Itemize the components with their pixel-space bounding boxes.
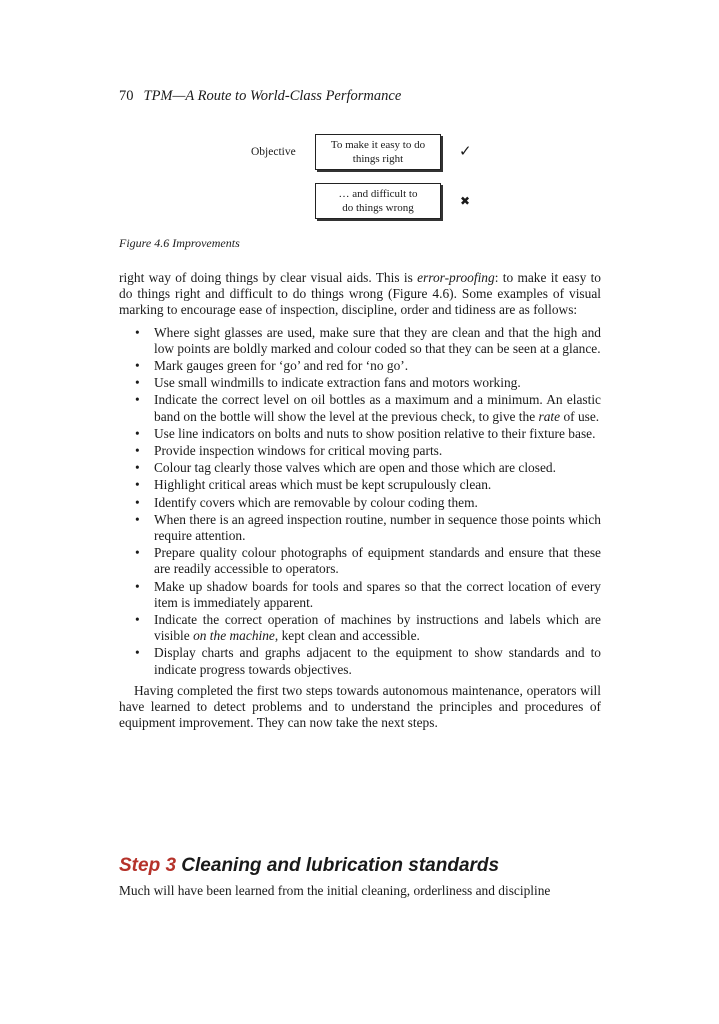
- list-item: [154, 392, 601, 424]
- box-easy-right: To make it easy to do things right: [315, 134, 441, 170]
- list-item: • Make up shadow boards for tools and spares so that the correct location of every item is immediately apparent.: [154, 579, 601, 611]
- figure-4-6: [0, 0, 719, 260]
- list-item: • Highlight critical areas which must be kept scrupulously clean.: [154, 477, 601, 493]
- box-difficult-wrong: … and difficult to do things wrong: [315, 183, 441, 219]
- intro-text-2: : to make it easy to do things right and difficult to do things wrong (Figure 4.6). Some examples of visual marking to encourage ease of inspection, discipline, order and tidiness are as follows:: [119, 270, 601, 318]
- objective-label: Objective: [251, 146, 296, 158]
- intro-emphasis: error-proofing: [417, 270, 495, 285]
- list-item: • When there is an agreed inspection routine, number in sequence those points which require attention.: [154, 512, 601, 544]
- list-item: • Provide inspection windows for critical moving parts.: [154, 443, 601, 459]
- list-item-text: , kept clean and accessible.: [274, 628, 420, 644]
- intro-paragraph: [119, 270, 601, 319]
- intro-text-1: right way of doing things by clear visual aids. This is: [119, 270, 418, 285]
- list-item: • Use line indicators on bolts and nuts to show position relative to their fixture base.: [154, 426, 601, 442]
- visual-marking-list: [119, 325, 601, 678]
- list-item: • Display charts and graphs adjacent to the equipment to show standards and to indicate progress towards objectives.: [154, 645, 601, 677]
- body-text: [119, 270, 601, 731]
- page-number: 70: [119, 88, 134, 104]
- list-item-text: of use.: [560, 408, 600, 424]
- list-item: [154, 612, 601, 644]
- step-number: Step 3: [119, 855, 177, 876]
- list-item: • Mark gauges green for ‘go’ and red for ‘no go’.: [154, 358, 601, 374]
- figure-caption: Figure 4.6 Improvements: [119, 236, 240, 250]
- list-item-emphasis: rate: [538, 408, 561, 424]
- list-item-text: Indicate the correct operation of machines by instructions and labels which are visible: [154, 612, 601, 644]
- list-item: • Where sight glasses are used, make sure that they are clean and that the high and low points are boldly marked and colour coded so that they can be seen at a glance.: [154, 325, 601, 357]
- book-title: TPM—A Route to World-Class Performance: [143, 88, 402, 104]
- list-item-emphasis: on the machine: [193, 628, 275, 644]
- list-item: • Identify covers which are removable by colour coding them.: [154, 495, 601, 511]
- cross-icon: ✖: [460, 194, 471, 208]
- list-item-text: Indicate the correct level on oil bottles as a maximum and a minimum. An elastic band on the bottle will show the level at the previous check, to give the: [154, 392, 601, 424]
- closing-paragraph: Having completed the first two steps towards autonomous maintenance, operators will have learned to detect problems and to understand the principles and procedures of equipment improvement. They can now take the next steps.: [119, 682, 601, 731]
- step-title: Cleaning and lubrication standards: [176, 855, 500, 876]
- section-opening-line: Much will have been learned from the initial cleaning, orderliness and discipline: [119, 883, 551, 898]
- list-item: • Prepare quality colour photographs of equipment standards and ensure that these are readily accessible to operators.: [154, 545, 601, 577]
- list-item: • Colour tag clearly those valves which are open and those which are closed.: [154, 460, 601, 476]
- step-heading: [119, 855, 499, 877]
- tick-icon: ✓: [459, 144, 472, 160]
- list-item: • Use small windmills to indicate extraction fans and motors working.: [154, 375, 601, 391]
